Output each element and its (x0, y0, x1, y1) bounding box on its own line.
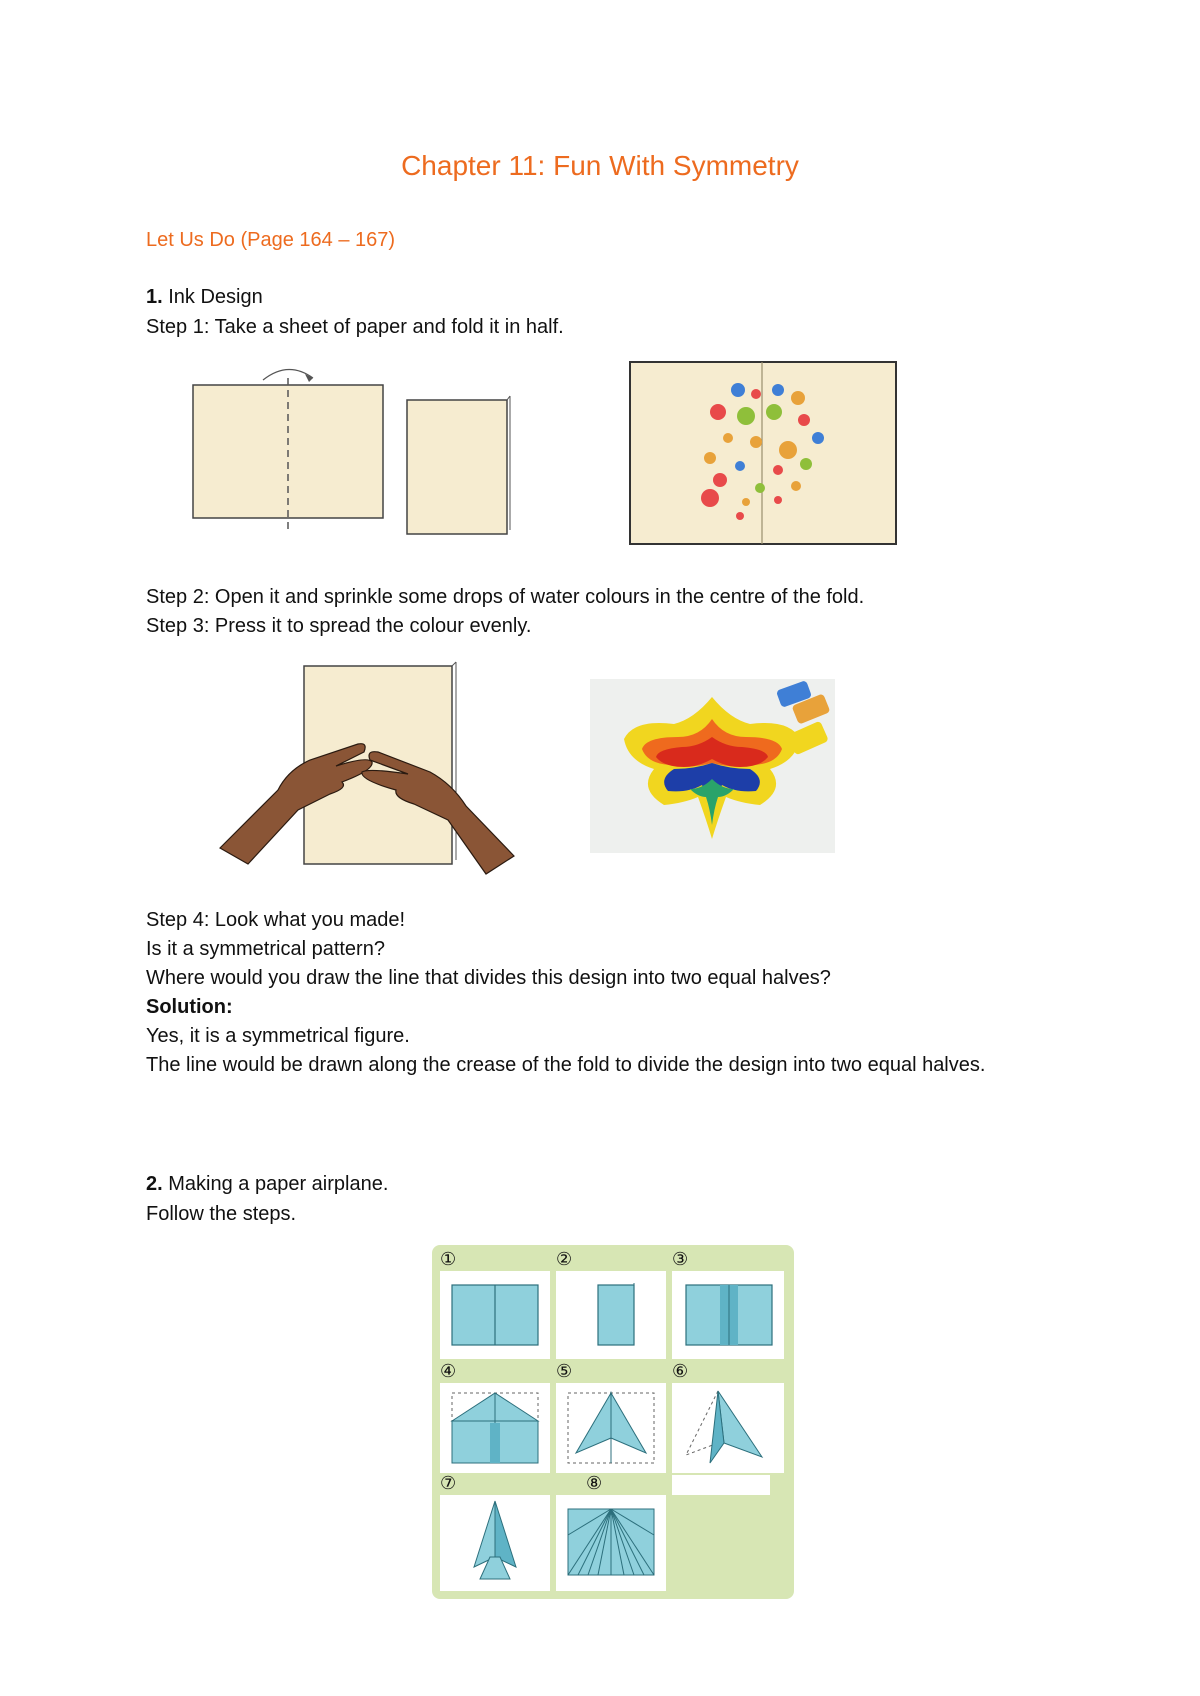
activity2-title: Making a paper airplane. (168, 1173, 389, 1195)
airplane-step-4 (440, 1383, 550, 1473)
question1-text: Is it a symmetrical pattern? (146, 938, 385, 960)
airplane-steps-panel (432, 1245, 794, 1599)
activity1-number: 1. (146, 286, 163, 308)
blank-box (672, 1475, 770, 1495)
question2-text: Where would you draw the line that divides this design into two equal halves? (146, 967, 831, 989)
step-number-4: ④ (440, 1361, 457, 1382)
airplane-step-6 (672, 1383, 784, 1473)
step-number-2: ② (556, 1249, 573, 1270)
step2-text: Step 2: Open it and sprinkle some drops of water colours in the centre of the fold. (146, 586, 865, 608)
airplane-step-8 (556, 1495, 666, 1591)
step4-text: Step 4: Look what you made! (146, 909, 406, 931)
step-number-1: ① (440, 1249, 457, 1270)
sprinkled-paper-illustration (628, 360, 898, 546)
answer2-text: The line would be drawn along the crease of the fold to divide the design into two equal halves. (146, 1054, 986, 1076)
answer1-text: Yes, it is a symmetrical figure. (146, 1025, 410, 1047)
solution-label: Solution: (146, 996, 233, 1018)
airplane-step-1 (440, 1271, 550, 1359)
chapter-title: Chapter 11: Fun With Symmetry (401, 150, 799, 181)
airplane-step-2 (556, 1271, 666, 1359)
activity1-heading (146, 283, 263, 312)
step3-text: Step 3: Press it to spread the colour evenly. (146, 615, 532, 637)
step-number-7: ⑦ (440, 1473, 457, 1494)
step-number-8: ⑧ (586, 1473, 603, 1494)
activity2-heading (146, 1170, 388, 1199)
airplane-step-5 (556, 1383, 666, 1473)
activity2-number: 2. (146, 1173, 163, 1195)
ink-blot-photo (590, 679, 835, 853)
airplane-step-7 (440, 1495, 550, 1591)
step-number-6: ⑥ (672, 1361, 689, 1382)
step1-text: Step 1: Take a sheet of paper and fold it in half. (146, 316, 564, 338)
activity2-instruction: Follow the steps. (146, 1203, 297, 1225)
pressing-paper-illustration (218, 660, 518, 880)
activity1-title: Ink Design (168, 286, 263, 308)
step-number-5: ⑤ (556, 1361, 573, 1382)
section-heading: Let Us Do (Page 164 – 167) (146, 229, 396, 251)
airplane-step-3 (672, 1271, 784, 1359)
step-number-3: ③ (672, 1249, 689, 1270)
folding-paper-illustration (185, 360, 515, 545)
